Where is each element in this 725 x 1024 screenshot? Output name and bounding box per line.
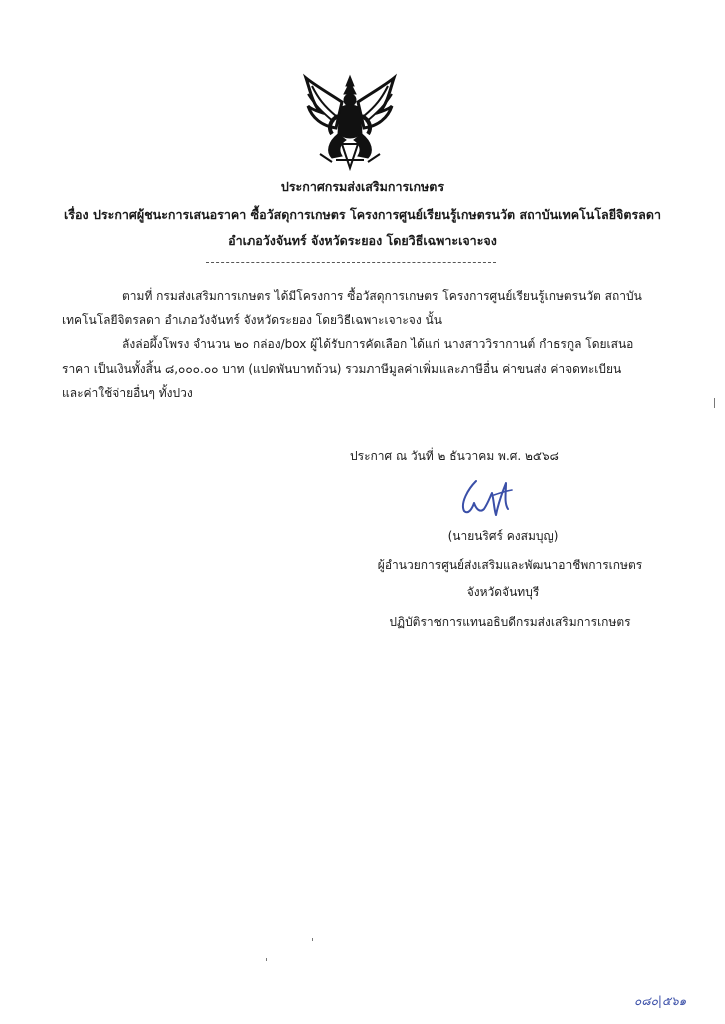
- body-line: เทคโนโลยีจิตรลดา อำเภอวังจันทร์ จังหวัดระยอง โดยวิธีเฉพาะเจาะจง นั้น: [62, 313, 442, 327]
- signatory-name: (นายนริศร์ คงสมบุญ): [447, 529, 559, 543]
- scan-mark: [714, 398, 715, 408]
- handwritten-signature: [454, 475, 518, 521]
- body-line: ราคา เป็นเงินทั้งสิ้น ๘,๐๐๐.๐๐ บาท (แปดพันบาทถ้วน) รวมภาษีมูลค่าเพิ่มและภาษีอื่น ค่าขนส่ง ค่าจดทะเบียน: [62, 362, 622, 376]
- body-line: ลังล่อผึ้งโพรง จำนวน ๒๐ กล่อง/box ผู้ได้รับการคัดเลือก ได้แก่ นางสาววิรากานต์ กำธรกูล โดยเสนอ: [122, 337, 634, 351]
- announcement-title: ประกาศกรมส่งเสริมการเกษตร: [280, 179, 445, 194]
- handwritten-reference-number: [632, 991, 702, 1009]
- announcement-date: ประกาศ ณ วันที่ ๒ ธันวาคม พ.ศ. ๒๕๖๘: [350, 449, 559, 463]
- signatory-acting-role: ปฏิบัติราชการแทนอธิบดีกรมส่งเสริมการเกษตร: [389, 615, 631, 629]
- scan-mark: [266, 958, 267, 961]
- signatory-province: จังหวัดจันทบุรี: [466, 585, 540, 599]
- announcement-subject: เรื่อง ประกาศผู้ชนะการเสนอราคา ซื้อวัสดุการเกษตร โครงการศูนย์เรียนรู้เกษตรนวัต สถาบันเทคโนโลยีจิตรลดา: [64, 207, 661, 222]
- dashed-divider: [206, 262, 496, 263]
- announcement-subject-cont: อำเภอวังจันทร์ จังหวัดระยอง โดยวิธีเฉพาะเจาะจง: [228, 233, 497, 248]
- scan-mark: [312, 938, 313, 941]
- signatory-position: ผู้อำนวยการศูนย์ส่งเสริมและพัฒนาอาชีพการเกษตร: [377, 558, 643, 572]
- stamp-text: ๐๘๐|๕๖๑: [634, 994, 687, 1008]
- body-line: และค่าใช้จ่ายอื่นๆ ทั้งปวง: [62, 386, 193, 400]
- garuda-emblem: [302, 72, 398, 172]
- body-line: ตามที่ กรมส่งเสริมการเกษตร ได้มีโครงการ ซื้อวัสดุการเกษตร โครงการศูนย์เรียนรู้เกษตรนวัต สถาบัน: [122, 289, 642, 303]
